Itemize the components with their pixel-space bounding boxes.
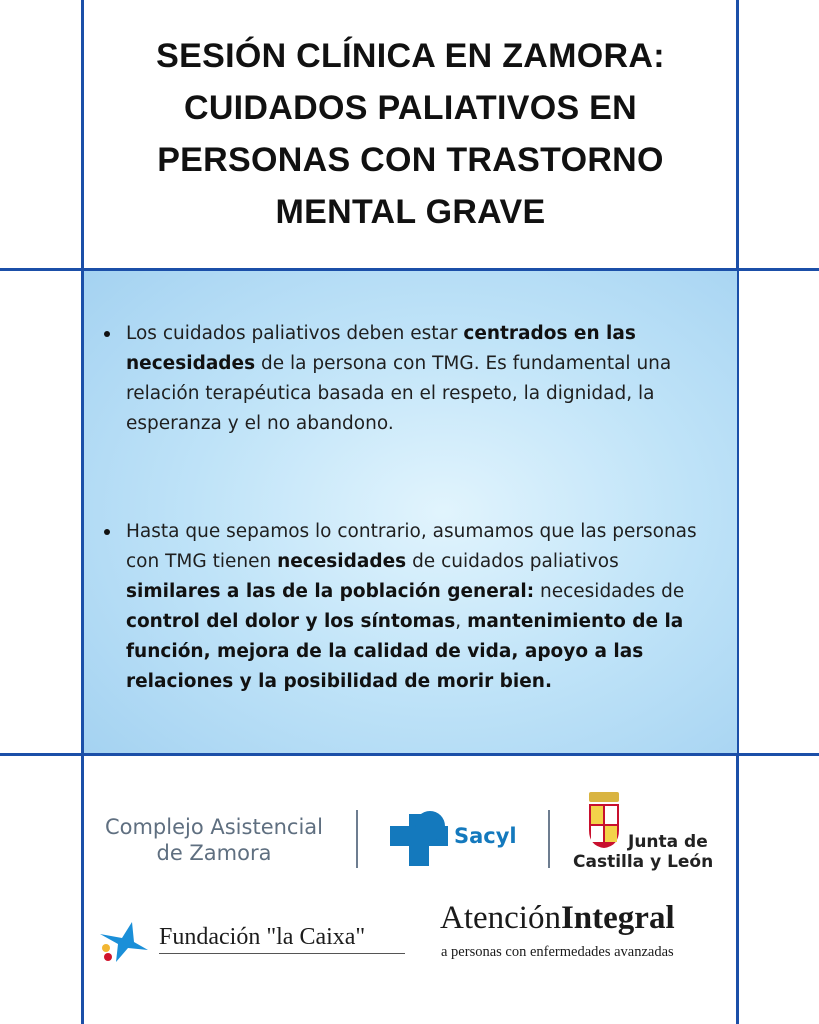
fundacion-la-caixa-label: Fundación "la Caixa" — [159, 924, 405, 954]
bullet-dot — [104, 331, 110, 337]
junta-line1: Junta de — [628, 832, 708, 852]
bullet-2-text: Hasta que sepamos lo contrario, asumamos que las personas con TMG tienen necesidades de cuidados paliativos similares a las de la población general: necesidades de control del dolor y los síntomas, mantenimiento de la función, mejora de la calidad de vida, apoyo a las relaciones y la posibilidad de morir bien. — [126, 521, 697, 692]
page-title: SESIÓN CLÍNICA EN ZAMORA: CUIDADOS PALIATIVOS EN PERSONAS CON TRASTORNO MENTAL GRAVE — [156, 37, 665, 231]
bullet-item-1 — [126, 319, 701, 439]
junta-shield-icon — [585, 790, 623, 850]
bullet-1-text: Los cuidados paliativos deben estar centrados en las necesidades de la persona con TMG. Es fundamental una relación terapéutica basada en el respeto, la dignidad, la esperanza y el no abandono. — [126, 323, 672, 434]
sacyl-label: Sacyl — [454, 824, 517, 848]
atencion-integral-subtitle: a personas con enfermedades avanzadas — [441, 944, 674, 960]
junta-line2: Castilla y León — [573, 852, 714, 872]
complejo-line1: Complejo Asistencial — [104, 815, 324, 839]
bullet-list — [126, 319, 741, 697]
logos-section — [84, 756, 737, 1024]
title-section — [84, 0, 737, 268]
caixa-star-icon — [96, 920, 152, 964]
atencion-integral-title: AtenciónIntegral — [440, 900, 675, 936]
sacyl-logo-icon — [390, 806, 452, 866]
bullet-dot — [104, 529, 110, 535]
complejo-line2: de Zamora — [156, 841, 272, 865]
complejo-asistencial-logo — [96, 814, 332, 866]
logo-separator — [356, 810, 358, 868]
logo-separator — [548, 810, 550, 868]
content-panel — [84, 271, 737, 753]
bullet-item-2 — [126, 517, 701, 697]
